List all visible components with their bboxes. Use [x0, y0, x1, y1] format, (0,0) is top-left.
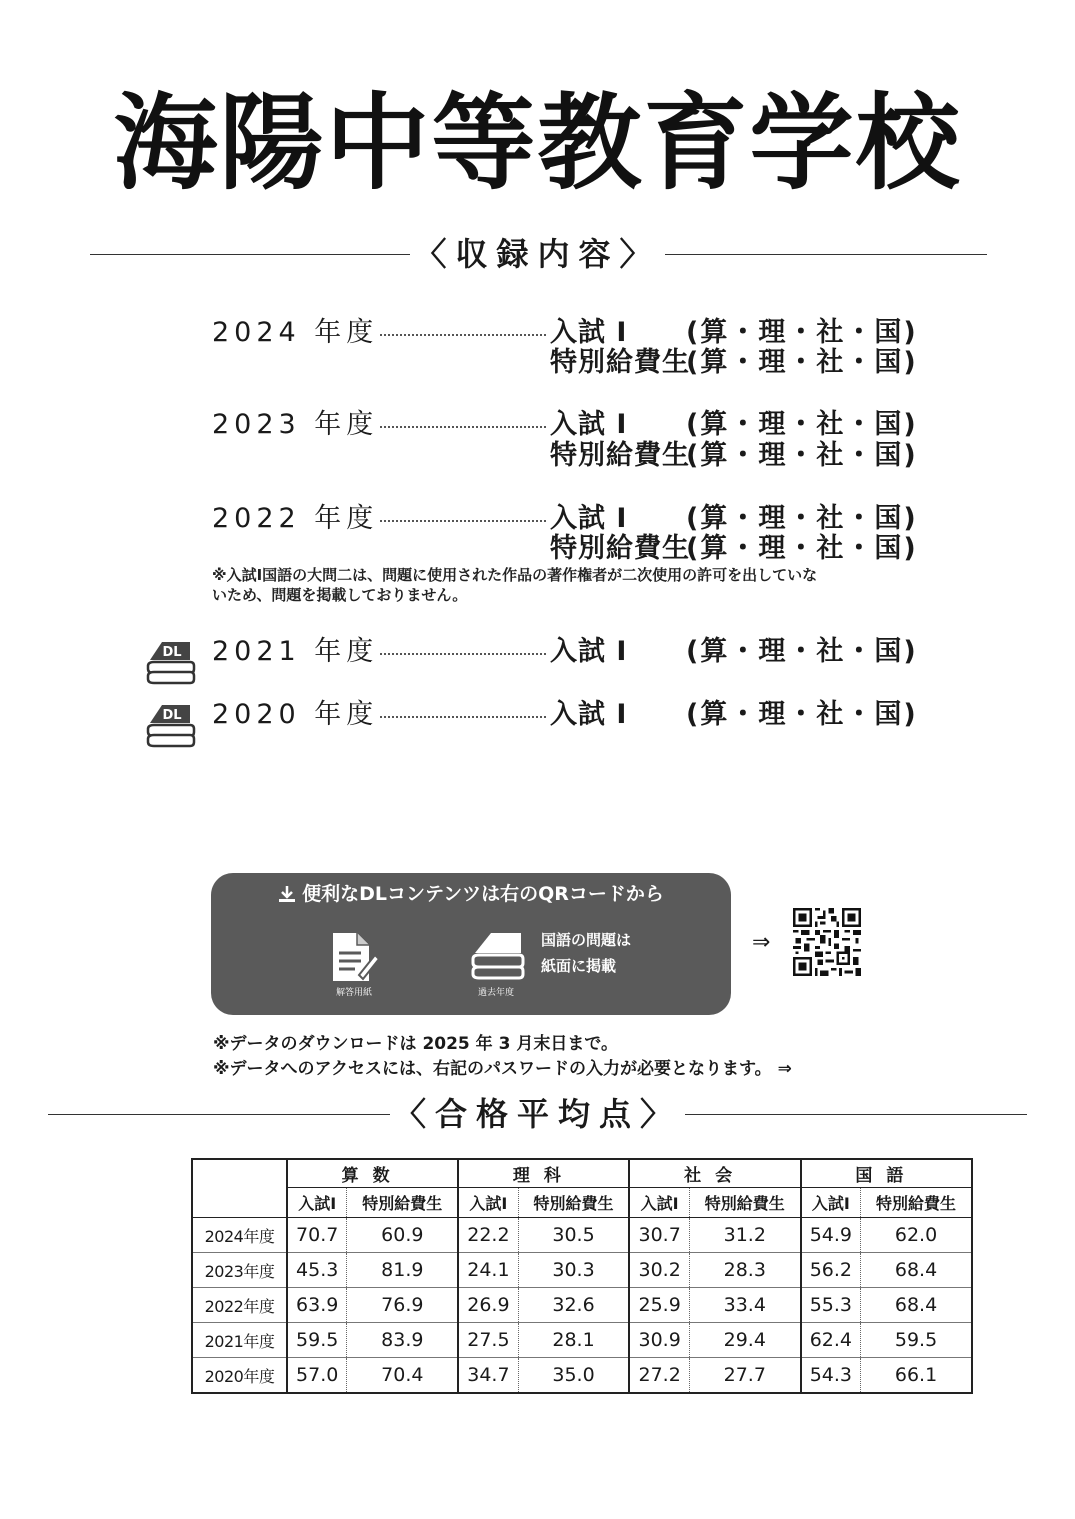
score-cell: 27.2: [629, 1358, 689, 1394]
dl-badge-text: DL: [162, 708, 182, 723]
score-cell: 54.9: [801, 1218, 861, 1253]
score-cell: 28.3: [689, 1253, 800, 1288]
entry-exam: 入試 Ⅰ: [550, 636, 628, 667]
entry-exam: 入試 Ⅰ: [550, 317, 628, 348]
score-cell: 31.2: [689, 1218, 800, 1253]
scores-table: [191, 1158, 973, 1394]
group-header: 社会: [629, 1159, 800, 1188]
score-cell: 56.2: [801, 1253, 861, 1288]
leader-dots: [380, 426, 546, 428]
score-cell: 28.1: [518, 1323, 629, 1358]
score-cell: 57.0: [287, 1358, 347, 1394]
past-year-book-icon: [469, 929, 525, 981]
table-row: [192, 1288, 972, 1323]
entry-subjects: (算・理・社・国): [686, 347, 918, 378]
sub-header: 入試Ⅰ: [801, 1188, 861, 1218]
icon-caption-past-year: 過去年度: [477, 988, 514, 998]
leader-dots: [380, 334, 546, 336]
group-header: 国語: [801, 1159, 972, 1188]
table-row: [192, 1323, 972, 1358]
score-cell: 70.7: [287, 1218, 347, 1253]
score-cell: 62.4: [801, 1323, 861, 1358]
table-corner: [192, 1159, 287, 1218]
score-cell: 24.1: [458, 1253, 518, 1288]
promo-title-text: 便利なDLコンテンツは右のQRコードから: [302, 883, 664, 905]
score-cell: 26.9: [458, 1288, 518, 1323]
score-cell: 81.9: [347, 1253, 458, 1288]
promo-text-line1: 国語の問題は: [541, 931, 632, 949]
entry-exam: 入試 Ⅰ: [550, 503, 628, 534]
leader-dots: [380, 653, 546, 655]
entry-subjects: (算・理・社・国): [686, 317, 918, 348]
dl-badge-text: DL: [162, 645, 182, 660]
score-cell: 54.3: [801, 1358, 861, 1394]
sub-header: 入試Ⅰ: [629, 1188, 689, 1218]
row-year: 2023年度: [192, 1253, 287, 1288]
leader-dots: [380, 520, 546, 522]
table-row: [192, 1253, 972, 1288]
score-cell: 27.7: [689, 1358, 800, 1394]
score-cell: 30.7: [629, 1218, 689, 1253]
qr-code[interactable]: [793, 908, 861, 976]
answer-sheet-icon: [329, 929, 379, 985]
entry-subjects: (算・理・社・国): [686, 636, 918, 667]
scores-heading: [0, 1094, 1075, 1134]
score-cell: 62.0: [861, 1218, 972, 1253]
score-cell: 70.4: [347, 1358, 458, 1394]
score-cell: 30.5: [518, 1218, 629, 1253]
row-year: 2022年度: [192, 1288, 287, 1323]
table-row: [192, 1358, 972, 1394]
download-icon: [278, 885, 296, 903]
sub-header: 特別給費生: [861, 1188, 972, 1218]
entry-subjects: (算・理・社・国): [686, 503, 918, 534]
sub-header: 特別給費生: [347, 1188, 458, 1218]
score-cell: 27.5: [458, 1323, 518, 1358]
entry-year: 2024 年度: [212, 317, 379, 348]
entry-subjects: (算・理・社・国): [686, 440, 918, 471]
download-note-line1: ※データのダウンロードは 2025 年 3 月末日まで。: [213, 1034, 619, 1054]
promo-title: [211, 881, 731, 907]
score-cell: 63.9: [287, 1288, 347, 1323]
row-year: 2024年度: [192, 1218, 287, 1253]
score-cell: 76.9: [347, 1288, 458, 1323]
row-year: 2021年度: [192, 1323, 287, 1358]
dl-promo-box: [211, 873, 731, 1015]
entry-exam: 特別給費生: [550, 347, 690, 378]
contents-heading-label: 〈収録内容〉: [410, 235, 664, 273]
entry-subjects: (算・理・社・国): [686, 699, 918, 730]
contents-heading: [0, 234, 1075, 274]
score-cell: 59.5: [861, 1323, 972, 1358]
entry-year: 2022 年度: [212, 503, 379, 534]
score-cell: 45.3: [287, 1253, 347, 1288]
score-cell: 83.9: [347, 1323, 458, 1358]
entry-subjects: (算・理・社・国): [686, 533, 918, 564]
sub-header: 特別給費生: [518, 1188, 629, 1218]
arrow-to-qr: ⇒: [752, 930, 771, 955]
entry-exam: 特別給費生: [550, 440, 690, 471]
note-2022-line2: いため、問題を掲載しておりません。: [212, 586, 468, 604]
entry-exam: 特別給費生: [550, 533, 690, 564]
entry-exam: 入試 Ⅰ: [550, 699, 628, 730]
entry-year: 2023 年度: [212, 409, 379, 440]
entry-subjects: (算・理・社・国): [686, 409, 918, 440]
score-cell: 25.9: [629, 1288, 689, 1323]
score-cell: 59.5: [287, 1323, 347, 1358]
group-header: 理科: [458, 1159, 629, 1188]
score-cell: 30.2: [629, 1253, 689, 1288]
download-note-line2: ※データへのアクセスには、右記のパスワードの入力が必要となります。 ⇒: [213, 1059, 792, 1079]
score-cell: 22.2: [458, 1218, 518, 1253]
score-cell: 66.1: [861, 1358, 972, 1394]
table-row: [192, 1218, 972, 1253]
scores-heading-label: 〈合格平均点〉: [390, 1095, 685, 1133]
sub-header: 入試Ⅰ: [287, 1188, 347, 1218]
sub-header: 特別給費生: [689, 1188, 800, 1218]
score-cell: 30.9: [629, 1323, 689, 1358]
sub-header: 入試Ⅰ: [458, 1188, 518, 1218]
entry-year: 2020 年度: [212, 699, 379, 730]
score-cell: 34.7: [458, 1358, 518, 1394]
score-cell: 30.3: [518, 1253, 629, 1288]
score-cell: 35.0: [518, 1358, 629, 1394]
entry-year: 2021 年度: [212, 636, 379, 667]
group-header: 算数: [287, 1159, 458, 1188]
note-2022-line1: ※入試Ⅰ国語の大問二は、問題に使用された作品の著作権者が二次使用の許可を出していな: [212, 566, 818, 584]
promo-text-line2: 紙面に掲載: [541, 957, 617, 975]
dl-book-icon: [142, 699, 198, 749]
entry-exam: 入試 Ⅰ: [550, 409, 628, 440]
icon-caption-answer-sheet: 解答用紙: [335, 988, 372, 998]
score-cell: 32.6: [518, 1288, 629, 1323]
score-cell: 60.9: [347, 1218, 458, 1253]
leader-dots: [380, 716, 546, 718]
score-cell: 29.4: [689, 1323, 800, 1358]
score-cell: 68.4: [861, 1288, 972, 1323]
score-cell: 33.4: [689, 1288, 800, 1323]
dl-book-icon: [142, 636, 198, 686]
score-cell: 55.3: [801, 1288, 861, 1323]
page-title: 海陽中等教育学校: [113, 82, 962, 204]
score-cell: 68.4: [861, 1253, 972, 1288]
row-year: 2020年度: [192, 1358, 287, 1394]
